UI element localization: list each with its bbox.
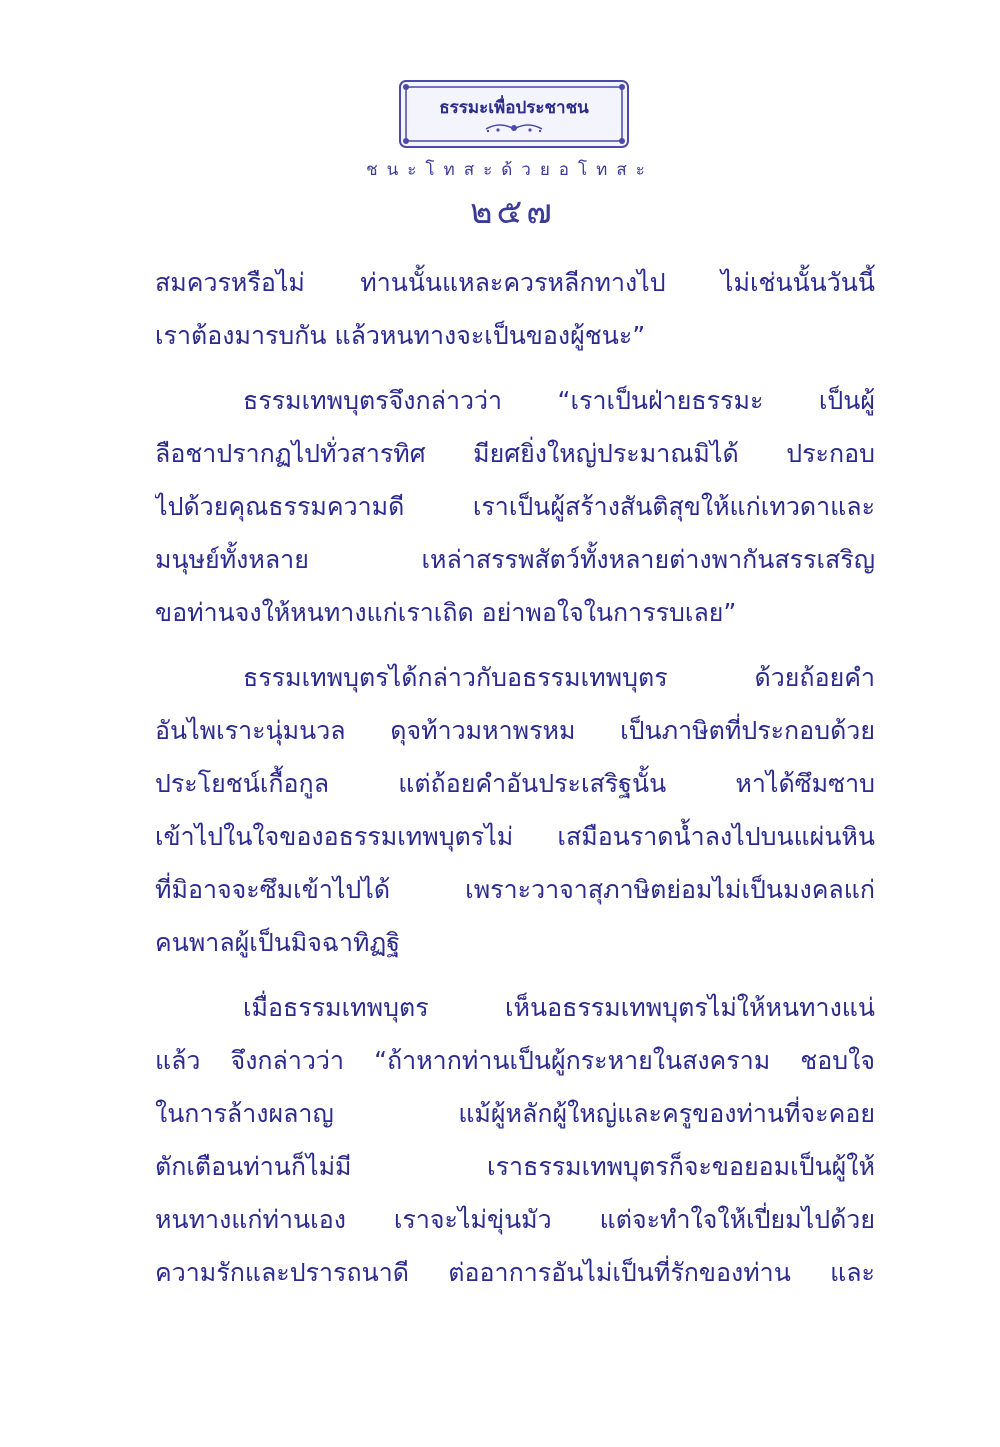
- paragraph: [155, 651, 875, 969]
- text-line: ไปด้วยคุณธรรมความดี เราเป็นผู้สร้างสันติสุขให้แก่เทวดาและ: [155, 492, 875, 521]
- text-line: ประโยชน์เกื้อกูล แต่ถ้อยคำอันประเสริฐนั้น หาได้ซึมซาบ: [155, 769, 875, 798]
- paragraph: [155, 256, 875, 362]
- text-line: เข้าไปในใจของอธรรมเทพบุตรไม่ เสมือนราดน้ำลงไปบนแผ่นหิน: [155, 822, 875, 851]
- text-line: คนพาลผู้เป็นมิจฉาทิฏฐิ: [155, 928, 401, 957]
- text-line: แล้ว จึงกล่าวว่า “ถ้าหากท่านเป็นผู้กระหายในสงคราม ชอบใจ: [155, 1046, 875, 1075]
- text-line: ขอท่านจงให้หนทางแก่เราเถิด อย่าพอใจในการรบเลย”: [155, 598, 737, 627]
- text-line: ลือชาปรากฏไปทั่วสารทิศ มียศยิ่งใหญ่ประมาณมิได้ ประกอบ: [155, 439, 875, 468]
- paragraph: [155, 374, 875, 639]
- text-line: ในการล้างผลาญ แม้ผู้หลักผู้ใหญ่และครูของท่านที่จะคอย: [155, 1099, 875, 1128]
- text-line: ธรรมเทพบุตรได้กล่าวกับอธรรมเทพบุตร ด้วยถ้อยคำ: [243, 663, 875, 692]
- text-line: ที่มิอาจจะซึมเข้าไปได้ เพราะวาจาสุภาษิตย่อมไม่เป็นมงคลแก่: [155, 875, 875, 904]
- series-logo-frame: [398, 79, 630, 149]
- text-line: เราต้องมารบกัน แล้วหนทางจะเป็นของผู้ชนะ”: [155, 321, 646, 350]
- text-line: ธรรมเทพบุตรจึงกล่าวว่า “เราเป็นฝ่ายธรรมะ เป็นผู้: [243, 386, 875, 415]
- text-line: สมควรหรือไม่ ท่านนั้นแหละควรหลีกทางไป ไม่เช่นนั้นวันนี้: [155, 268, 875, 297]
- body-text: [155, 256, 875, 1299]
- paragraph: [155, 981, 875, 1299]
- text-line: มนุษย์ทั้งหลาย เหล่าสรรพสัตว์ทั้งหลายต่างพากันสรรเสริญ: [155, 545, 875, 574]
- chapter-subtitle: ชนะโทสะด้วยอโทสะ: [366, 160, 654, 180]
- text-line: ตักเตือนท่านก็ไม่มี เราธรรมเทพบุตรก็จะขอยอมเป็นผู้ให้: [155, 1152, 875, 1181]
- page-number: ๒๕๗: [470, 192, 556, 232]
- text-line: เมื่อธรรมเทพบุตร เห็นอธรรมเทพบุตรไม่ให้หนทางแน่: [243, 993, 875, 1022]
- text-line: หนทางแก่ท่านเอง เราจะไม่ขุ่นมัว แต่จะทำใจให้เปี่ยมไปด้วย: [155, 1205, 875, 1234]
- text-line: ความรักและปรารถนาดี ต่ออาการอันไม่เป็นที่รักของท่าน และ: [155, 1258, 875, 1287]
- series-logo: [398, 79, 630, 149]
- series-logo-text: ธรรมะเพื่อประชาชน: [439, 98, 589, 118]
- text-line: อันไพเราะนุ่มนวล ดุจท้าวมหาพรหม เป็นภาษิตที่ประกอบด้วย: [155, 716, 875, 745]
